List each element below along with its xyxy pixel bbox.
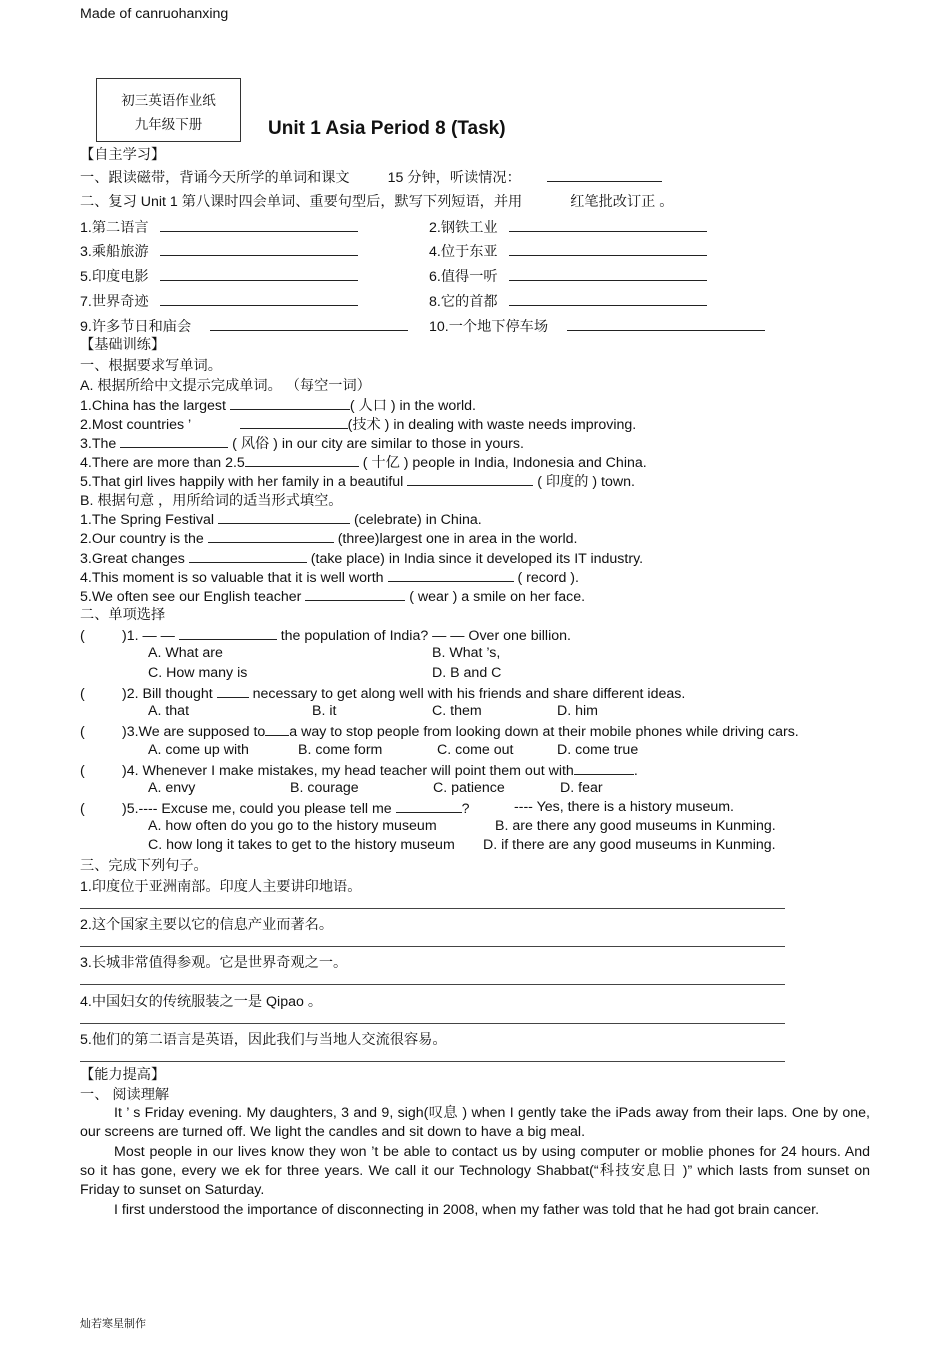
blank[interactable]	[396, 799, 462, 813]
blank[interactable]	[388, 568, 514, 582]
blank[interactable]	[265, 722, 289, 736]
q2-option-b[interactable]: B. it	[312, 703, 337, 719]
q3-option-d[interactable]: D. come true	[557, 742, 639, 758]
footer-credit: 灿若寒星制作	[80, 1318, 146, 1330]
blank[interactable]	[509, 292, 707, 306]
basic-B-instruction: B. 根据句意 ，用所给词的适当形式填空。	[80, 493, 343, 509]
basic-A-instruction: A. 根据所给中文提示完成单词。 （每空一词）	[80, 378, 371, 394]
q4-option-a[interactable]: A. envy	[148, 780, 196, 796]
translate-heading: 三、完成下列句子。	[80, 858, 208, 874]
blank[interactable]	[120, 434, 228, 448]
q5-reply: ---- Yes, there is a history museum.	[514, 799, 734, 815]
q5-option-c[interactable]: C. how long it takes to get to the history museum	[148, 837, 455, 853]
blank[interactable]	[547, 168, 662, 182]
blank[interactable]	[160, 267, 358, 281]
box-line2: 九年级下册	[134, 117, 203, 132]
q5-option-d[interactable]: D. if there are any good museums in Kunming.	[483, 837, 776, 853]
page-title: Unit 1 Asia Period 8 (Task)	[268, 118, 506, 139]
choice-heading: 二、单项选择	[80, 607, 166, 623]
phrase-item: 8.它的首都	[429, 291, 707, 311]
reading-paragraph-1: It ’ s Friday evening. My daughters, 3 and 9, sigh(叹息 ) when I gently take the iPads away from their laps. One by one, our screens are turned off. We light the candles and sit down to have a big meal.	[80, 1105, 870, 1140]
translate-item: 3.长城非常值得参观。它是世界奇观之一。	[80, 955, 348, 971]
q4-option-d[interactable]: D. fear	[560, 780, 603, 796]
blank[interactable]	[245, 453, 359, 467]
question-b1: 1.The Spring Festival (celebrate) in China.	[80, 512, 482, 528]
choice-q5: ( )5.---- Excuse me, could you please tell me ?	[80, 801, 470, 817]
choice-q4: ( )4. Whenever I make mistakes, my head teacher will point them out with .	[80, 763, 638, 779]
blank[interactable]	[240, 415, 348, 429]
phrase-item: 7.世界奇迹	[80, 291, 358, 311]
blank[interactable]	[218, 510, 350, 524]
blank[interactable]	[509, 218, 707, 232]
q1-option-b[interactable]: B. What ’s,	[432, 645, 501, 661]
blank[interactable]	[567, 317, 765, 331]
self-study-item2: 二、复习 Unit 1 第八课时四会单词、重要句型后，默写下列短语，并用 红笔批改订正 。	[80, 194, 674, 210]
phrase-item: 9.许多节日和庙会	[80, 316, 408, 336]
translate-item: 2.这个国家主要以它的信息产业而著名。	[80, 917, 334, 933]
question-b4: 4.This moment is so valuable that it is well worth ( record ).	[80, 570, 579, 586]
basic-sec1: 一、根据要求写单词。	[80, 358, 222, 374]
question-a3: 3.The ( 风俗 ) in our city are similar to those in yours.	[80, 436, 524, 452]
answer-line[interactable]	[80, 1061, 785, 1062]
blank[interactable]	[160, 242, 358, 256]
q3-option-c[interactable]: C. come out	[437, 742, 514, 758]
header-watermark: Made of canruohanxing	[80, 6, 229, 22]
q4-option-b[interactable]: B. courage	[290, 780, 359, 796]
choice-q1: ( )1. — — the population of India? — — Over one billion.	[80, 628, 571, 644]
worksheet-label-box	[96, 78, 241, 142]
translate-item: 4.中国妇女的传统服装之一是 Qipao 。	[80, 994, 323, 1010]
blank[interactable]	[305, 587, 405, 601]
phrase-item: 2.钢铁工业	[429, 217, 707, 237]
translate-item: 5.他们的第二语言是英语，因此我们与当地人交流很容易。	[80, 1032, 447, 1048]
q5-option-a[interactable]: A. how often do you go to the history museum	[148, 818, 437, 834]
q3-option-a[interactable]: A. come up with	[148, 742, 249, 758]
question-b5: 5.We often see our English teacher ( wear ) a smile on her face.	[80, 589, 586, 605]
translate-item: 1.印度位于亚洲南部。印度人主要讲印地语。	[80, 879, 362, 895]
blank[interactable]	[407, 472, 533, 486]
phrase-item: 3.乘船旅游	[80, 241, 358, 261]
blank[interactable]	[189, 549, 307, 563]
question-b2: 2.Our country is the (three)largest one in area in the world.	[80, 531, 578, 547]
phrase-item: 5.印度电影	[80, 266, 358, 286]
q2-option-a[interactable]: A. that	[148, 703, 190, 719]
question-a2: 2.Most countries ’ (技术 ) in dealing with waste needs improving.	[80, 417, 637, 433]
basic-heading: 【基础训练】	[80, 337, 166, 353]
question-b3: 3.Great changes (take place) in India since it developed its IT industry.	[80, 551, 644, 567]
blank[interactable]	[210, 317, 408, 331]
self-study-heading: 【自主学习】	[80, 147, 166, 163]
q4-option-c[interactable]: C. patience	[433, 780, 505, 796]
q2-option-c[interactable]: C. them	[432, 703, 482, 719]
choice-q3: ( )3.We are supposed to a way to stop people from looking down at their mobile phones while driving cars.	[80, 724, 799, 740]
blank[interactable]	[509, 267, 707, 281]
reading-heading: 一、 阅读理解	[80, 1087, 170, 1103]
box-line1: 初三英语作业纸	[121, 93, 216, 108]
question-a4: 4.There are more than 2.5 ( 十亿 ) people in India, Indonesia and China.	[80, 455, 647, 471]
q2-option-d[interactable]: D. him	[557, 703, 598, 719]
phrase-item: 4.位于东亚	[429, 241, 707, 261]
blank[interactable]	[160, 218, 358, 232]
phrase-item: 1.第二语言	[80, 217, 358, 237]
ability-heading: 【能力提高】	[80, 1067, 166, 1083]
q1-option-d[interactable]: D. B and C	[432, 665, 502, 681]
blank[interactable]	[160, 292, 358, 306]
question-a1: 1.China has the largest ( 人口 ) in the world.	[80, 398, 477, 414]
blank[interactable]	[230, 396, 350, 410]
choice-q2: ( )2. Bill thought necessary to get along well with his friends and share different ideas.	[80, 686, 686, 702]
answer-line[interactable]	[80, 1023, 785, 1024]
reading-paragraph-3: I first understood the importance of disconnecting in 2008, when my father was told that he had got brain cancer.	[114, 1202, 820, 1218]
q1-option-a[interactable]: A. What are	[148, 645, 223, 661]
question-a5: 5.That girl lives happily with her family in a beautiful ( 印度的 ) town.	[80, 474, 635, 490]
blank[interactable]	[574, 761, 634, 775]
blank[interactable]	[509, 242, 707, 256]
reading-paragraph-2: Most people in our lives know they won ’t be able to contact us by using computer or moblie phones for 24 hours. And so it has gone, every we ek for three years. We call it our Technology Shabbat(“科技安息日 )” which lasts from sunset on Friday to sunset on Saturday.	[80, 1144, 870, 1198]
q3-option-b[interactable]: B. come form	[298, 742, 383, 758]
q1-option-c[interactable]: C. How many is	[148, 665, 248, 681]
phrase-item: 10.一个地下停车场	[429, 316, 765, 336]
answer-line[interactable]	[80, 946, 785, 947]
answer-line[interactable]	[80, 984, 785, 985]
blank[interactable]	[217, 684, 249, 698]
answer-line[interactable]	[80, 908, 785, 909]
blank[interactable]	[208, 529, 334, 543]
q5-option-b[interactable]: B. are there any good museums in Kunming.	[495, 818, 776, 834]
blank[interactable]	[179, 626, 277, 640]
phrase-item: 6.值得一听	[429, 266, 707, 286]
self-study-item1: 一、跟读磁带，背诵今天所学的单词和课文 15 分钟，听读情况：	[80, 167, 662, 187]
